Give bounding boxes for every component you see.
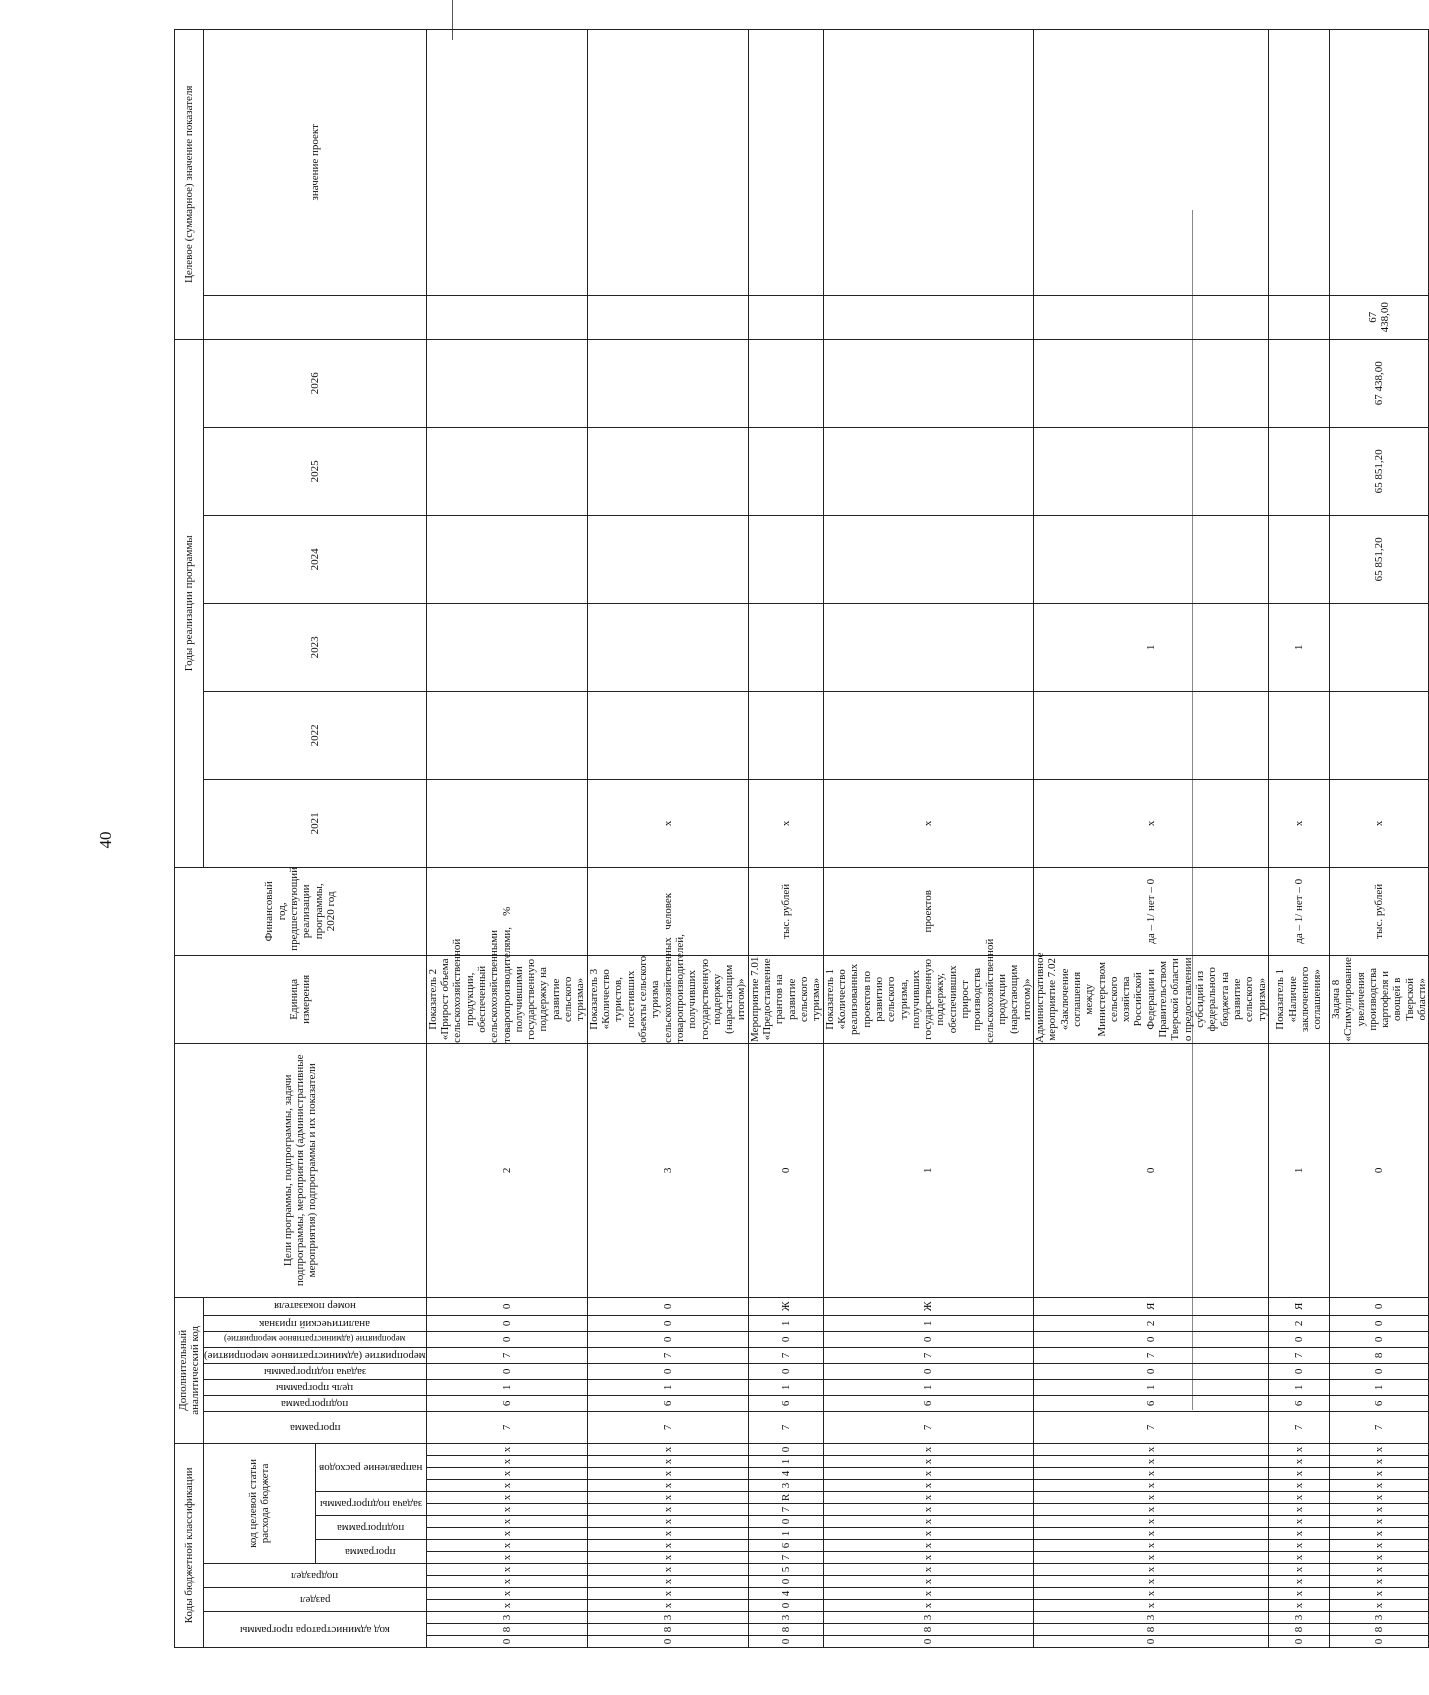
budget-code-digit: х bbox=[1268, 1564, 1329, 1576]
budget-code-digit: 1 bbox=[748, 1456, 823, 1468]
header-year-2023: 2023 bbox=[204, 603, 427, 691]
budget-code-digit: 0 bbox=[1033, 1636, 1268, 1648]
budget-code-digit: х bbox=[1033, 1540, 1268, 1552]
budget-code-digit: х bbox=[1329, 1492, 1429, 1504]
analytic-code-digit: 0 bbox=[1268, 1363, 1329, 1379]
budget-code-digit: х bbox=[1268, 1516, 1329, 1528]
header-unit: Единица измерения bbox=[175, 955, 427, 1043]
header-a-subprogram: подпрограмма bbox=[204, 1395, 427, 1411]
budget-code-digit: 6 bbox=[748, 1540, 823, 1552]
row-year-value: 65 851,20 bbox=[1329, 515, 1429, 603]
analytic-code-digit: 7 bbox=[426, 1411, 587, 1443]
budget-code-digit: х bbox=[823, 1443, 1033, 1455]
row-year-value bbox=[748, 295, 823, 339]
budget-code-digit: х bbox=[426, 1480, 587, 1492]
budget-code-digit: х bbox=[426, 1516, 587, 1528]
budget-code-digit: х bbox=[823, 1552, 1033, 1564]
analytic-code-digit: Ж bbox=[823, 1297, 1033, 1315]
header-year-2026: 2026 bbox=[204, 339, 427, 427]
analytic-code-digit: 1 bbox=[823, 1379, 1033, 1395]
analytic-code-digit: 1 bbox=[426, 1379, 587, 1395]
analytic-code-digit: 6 bbox=[1329, 1395, 1429, 1411]
budget-code-digit: х bbox=[823, 1528, 1033, 1540]
budget-code-digit: х bbox=[1329, 1468, 1429, 1480]
row-target-empty bbox=[1033, 29, 1268, 295]
analytic-code-digit: 0 bbox=[587, 1363, 748, 1379]
budget-code-digit: 3 bbox=[1329, 1612, 1429, 1624]
row-year-value bbox=[1329, 603, 1429, 691]
budget-code-digit: х bbox=[587, 1456, 748, 1468]
budget-code-digit: х bbox=[426, 1456, 587, 1468]
analytic-code-digit: 2 bbox=[1268, 1315, 1329, 1331]
row-fin-year: х bbox=[823, 779, 1033, 867]
header-target-sub: значение проект bbox=[204, 29, 427, 295]
analytic-code-digit: 1 bbox=[1268, 1043, 1329, 1297]
budget-program-table bbox=[174, 29, 1429, 1648]
budget-code-digit: 8 bbox=[1033, 1624, 1268, 1636]
budget-code-digit: х bbox=[1329, 1600, 1429, 1612]
budget-code-digit: х bbox=[426, 1576, 587, 1588]
analytic-code-digit: 6 bbox=[1033, 1395, 1268, 1411]
budget-code-digit: х bbox=[1033, 1480, 1268, 1492]
row-year-value: 1 bbox=[1268, 603, 1329, 691]
header-additional-code: Дополнительный аналитический код bbox=[175, 1297, 204, 1443]
header-years-group: Годы реализации программы bbox=[175, 339, 204, 867]
analytic-code-digit: 0 bbox=[748, 1331, 823, 1347]
analytic-code-digit: 7 bbox=[587, 1411, 748, 1443]
row-description: Административное мероприятие 7.02 «Заключение соглашения между Министерством сельского хозяйства Российской Федерации и Правительством Тверской области о предоставлении субсидий из федерального бюджета на развитие сельского туризма» bbox=[1033, 952, 1268, 1043]
row-fin-year bbox=[426, 779, 587, 867]
analytic-code-digit: 7 bbox=[426, 1347, 587, 1363]
row-year-value bbox=[748, 427, 823, 515]
budget-code-digit: 7 bbox=[748, 1504, 823, 1516]
budget-code-digit: х bbox=[1033, 1492, 1268, 1504]
budget-code-digit: 3 bbox=[748, 1480, 823, 1492]
row-target-empty bbox=[1329, 29, 1429, 295]
row-year-value bbox=[426, 603, 587, 691]
header-a-program-goal: цель программы bbox=[204, 1379, 427, 1395]
header-year-2021: 2021 bbox=[204, 779, 427, 867]
analytic-code-digit: 1 bbox=[587, 1379, 748, 1395]
analytic-code-digit: 0 bbox=[823, 1331, 1033, 1347]
row-year-value bbox=[587, 427, 748, 515]
budget-code-digit: R bbox=[748, 1492, 823, 1504]
budget-code-digit: х bbox=[1033, 1528, 1268, 1540]
row-unit: тыс. рублей bbox=[748, 867, 823, 955]
analytic-code-digit: 7 bbox=[1268, 1347, 1329, 1363]
row-fin-year: х bbox=[1033, 779, 1268, 867]
analytic-code-digit: 1 bbox=[748, 1379, 823, 1395]
budget-code-digit: х bbox=[587, 1492, 748, 1504]
analytic-code-digit: 7 bbox=[748, 1411, 823, 1443]
header-section: раздел bbox=[204, 1588, 427, 1612]
budget-code-digit: 1 bbox=[748, 1528, 823, 1540]
budget-code-digit: 3 bbox=[587, 1612, 748, 1624]
budget-code-digit: х bbox=[426, 1564, 587, 1576]
row-year-value bbox=[748, 691, 823, 779]
row-year-value bbox=[426, 691, 587, 779]
budget-code-digit: 0 bbox=[1329, 1636, 1429, 1648]
row-description: Задача 8 «Стимулирование увеличения производства картофеля и овощей в Тверской области» bbox=[1329, 957, 1429, 1042]
header-expense-direction: направление расходов bbox=[315, 1443, 426, 1491]
budget-code-digit: х bbox=[1329, 1443, 1429, 1455]
row-year-value bbox=[823, 691, 1033, 779]
row-year-value bbox=[1033, 427, 1268, 515]
header-subprogram: подпрограмма bbox=[315, 1516, 426, 1540]
budget-code-digit: х bbox=[823, 1492, 1033, 1504]
analytic-code-digit: 0 bbox=[587, 1315, 748, 1331]
budget-code-digit: х bbox=[1268, 1443, 1329, 1455]
row-year-value bbox=[1033, 339, 1268, 427]
analytic-code-digit: 1 bbox=[823, 1043, 1033, 1297]
budget-code-digit: х bbox=[1329, 1504, 1429, 1516]
budget-code-digit: х bbox=[587, 1528, 748, 1540]
row-year-value bbox=[587, 339, 748, 427]
budget-code-digit: х bbox=[1329, 1564, 1429, 1576]
row-unit: да – 1/ нет – 0 bbox=[1268, 867, 1329, 955]
row-target-empty bbox=[823, 29, 1033, 295]
row-unit: да – 1/ нет – 0 bbox=[1033, 867, 1268, 955]
analytic-code-digit: 3 bbox=[587, 1043, 748, 1297]
budget-code-digit: х bbox=[1268, 1468, 1329, 1480]
analytic-code-digit: 1 bbox=[823, 1315, 1033, 1331]
budget-code-digit: х bbox=[1329, 1516, 1429, 1528]
analytic-code-digit: 0 bbox=[1329, 1363, 1429, 1379]
header-target-empty bbox=[204, 295, 427, 339]
budget-code-digit: 3 bbox=[748, 1612, 823, 1624]
budget-code-digit: 4 bbox=[748, 1588, 823, 1600]
analytic-code-digit: 0 bbox=[1329, 1043, 1429, 1297]
budget-code-digit: 8 bbox=[1268, 1624, 1329, 1636]
budget-code-digit: х bbox=[426, 1552, 587, 1564]
row-fin-year: х bbox=[748, 779, 823, 867]
analytic-code-digit: 0 bbox=[748, 1363, 823, 1379]
budget-code-digit: 0 bbox=[748, 1600, 823, 1612]
budget-code-digit: 3 bbox=[1268, 1612, 1329, 1624]
analytic-code-digit: 1 bbox=[1268, 1379, 1329, 1395]
budget-code-digit: 0 bbox=[748, 1576, 823, 1588]
row-year-value: 65 851,20 bbox=[1329, 427, 1429, 515]
analytic-code-digit: 7 bbox=[823, 1411, 1033, 1443]
budget-code-digit: х bbox=[1329, 1456, 1429, 1468]
budget-code-digit: х bbox=[1033, 1600, 1268, 1612]
budget-code-digit: х bbox=[1268, 1588, 1329, 1600]
header-year-2024: 2024 bbox=[204, 515, 427, 603]
budget-code-digit: 3 bbox=[823, 1612, 1033, 1624]
budget-code-digit: х bbox=[587, 1576, 748, 1588]
budget-code-digit: х bbox=[823, 1468, 1033, 1480]
row-year-value bbox=[1268, 295, 1329, 339]
row-year-value bbox=[426, 295, 587, 339]
analytic-code-digit: 6 bbox=[587, 1395, 748, 1411]
header-budget-codes: Коды бюджетной классификации bbox=[175, 1443, 204, 1647]
row-year-value bbox=[1268, 427, 1329, 515]
budget-code-digit: х bbox=[1268, 1492, 1329, 1504]
budget-code-digit: 0 bbox=[587, 1636, 748, 1648]
budget-code-digit: х bbox=[1329, 1528, 1429, 1540]
budget-code-digit: х bbox=[587, 1468, 748, 1480]
budget-code-digit: 8 bbox=[1329, 1624, 1429, 1636]
header-a-program: программа bbox=[204, 1411, 427, 1443]
analytic-code-digit: 0 bbox=[587, 1297, 748, 1315]
budget-code-digit: х bbox=[587, 1516, 748, 1528]
analytic-code-digit: Я bbox=[1268, 1297, 1329, 1315]
table-row bbox=[587, 29, 748, 1647]
header-admin-code: код администратора программы bbox=[204, 1612, 427, 1648]
header-a-measure: мероприятие (административное мероприятие) bbox=[204, 1347, 427, 1363]
row-year-value bbox=[823, 427, 1033, 515]
page-number: 40 bbox=[96, 831, 115, 849]
analytic-code-digit: 7 bbox=[1329, 1411, 1429, 1443]
budget-code-digit: х bbox=[823, 1516, 1033, 1528]
table-row bbox=[426, 29, 587, 1647]
budget-code-digit: х bbox=[426, 1492, 587, 1504]
budget-code-digit: х bbox=[587, 1504, 748, 1516]
row-year-value bbox=[587, 515, 748, 603]
header-target-article: код целевой статьи расхода бюджета bbox=[204, 1443, 316, 1563]
budget-code-digit: 0 bbox=[426, 1636, 587, 1648]
budget-code-digit: 0 bbox=[748, 1636, 823, 1648]
table-row bbox=[1033, 29, 1268, 1647]
budget-code-digit: х bbox=[823, 1600, 1033, 1612]
analytic-code-digit: 7 bbox=[1268, 1411, 1329, 1443]
budget-code-digit: х bbox=[1329, 1588, 1429, 1600]
budget-code-digit: х bbox=[823, 1456, 1033, 1468]
budget-code-digit: 4 bbox=[748, 1468, 823, 1480]
budget-code-digit: х bbox=[587, 1588, 748, 1600]
budget-code-digit: х bbox=[823, 1480, 1033, 1492]
row-year-value bbox=[823, 603, 1033, 691]
budget-code-digit: х bbox=[823, 1564, 1033, 1576]
budget-code-digit: х bbox=[1033, 1588, 1268, 1600]
row-description: Мероприятие 7.01 «Предоставление грантов на развитие сельского туризма» bbox=[748, 956, 823, 1043]
row-description: Показатель 3 «Количество туристов, посетивших объекты сельского туризма сельскохозяйственных товаропроизводителей, получивших государственную поддержку (нарастающим итогом)» bbox=[587, 934, 748, 1043]
budget-code-digit: 8 bbox=[823, 1624, 1033, 1636]
table-row bbox=[823, 29, 1033, 1647]
budget-code-digit: х bbox=[823, 1588, 1033, 1600]
budget-code-digit: х bbox=[426, 1588, 587, 1600]
row-fin-year: х bbox=[1268, 779, 1329, 867]
budget-code-digit: х bbox=[587, 1540, 748, 1552]
header-goals: Цели программы, подпрограммы, задачи подпрограммы, мероприятия (административные мероприятия) подпрограммы и их показатели bbox=[175, 1043, 427, 1297]
budget-code-digit: 5 bbox=[748, 1564, 823, 1576]
row-year-value bbox=[1033, 295, 1268, 339]
row-target-empty bbox=[748, 29, 823, 295]
budget-code-digit: х bbox=[587, 1480, 748, 1492]
row-year-value bbox=[1329, 691, 1429, 779]
row-unit: тыс. рублей bbox=[1329, 867, 1429, 955]
analytic-code-digit: Я bbox=[1033, 1297, 1268, 1315]
analytic-code-digit: 0 bbox=[426, 1331, 587, 1347]
row-year-value: 67 438,00 bbox=[1329, 295, 1429, 339]
row-year-value bbox=[587, 603, 748, 691]
row-year-value bbox=[426, 339, 587, 427]
header-subsection: подраздел bbox=[204, 1564, 427, 1588]
row-year-value bbox=[1268, 691, 1329, 779]
table-row bbox=[1329, 29, 1429, 1647]
budget-code-digit: х bbox=[1033, 1552, 1268, 1564]
analytic-code-digit: 6 bbox=[823, 1395, 1033, 1411]
header-a-analytic-sign: аналитический признак bbox=[204, 1315, 427, 1331]
row-year-value bbox=[426, 427, 587, 515]
budget-code-digit: х bbox=[1329, 1540, 1429, 1552]
header-year-2022: 2022 bbox=[204, 691, 427, 779]
budget-code-digit: х bbox=[587, 1552, 748, 1564]
row-year-value bbox=[426, 515, 587, 603]
analytic-code-digit: Ж bbox=[748, 1297, 823, 1315]
analytic-code-digit: 7 bbox=[1033, 1411, 1268, 1443]
analytic-code-digit: 0 bbox=[1033, 1331, 1268, 1347]
budget-code-digit: х bbox=[426, 1540, 587, 1552]
budget-code-digit: х bbox=[823, 1504, 1033, 1516]
row-year-value bbox=[587, 691, 748, 779]
analytic-code-digit: 6 bbox=[426, 1395, 587, 1411]
budget-code-digit: х bbox=[1033, 1443, 1268, 1455]
row-year-value bbox=[823, 295, 1033, 339]
analytic-code-digit: 7 bbox=[823, 1347, 1033, 1363]
budget-code-digit: 0 bbox=[1268, 1636, 1329, 1648]
row-year-value bbox=[823, 515, 1033, 603]
budget-code-digit: 8 bbox=[748, 1624, 823, 1636]
budget-code-digit: х bbox=[587, 1564, 748, 1576]
header-year-2025: 2025 bbox=[204, 427, 427, 515]
header-a-indicator-number: номер показателя bbox=[204, 1297, 427, 1315]
row-fin-year: х bbox=[1329, 779, 1429, 867]
budget-code-digit: х bbox=[1033, 1456, 1268, 1468]
budget-code-digit: х bbox=[1268, 1576, 1329, 1588]
analytic-code-digit: 0 bbox=[823, 1363, 1033, 1379]
budget-code-digit: х bbox=[1268, 1540, 1329, 1552]
budget-code-digit: 0 bbox=[823, 1636, 1033, 1648]
analytic-code-digit: 6 bbox=[1268, 1395, 1329, 1411]
budget-code-digit: х bbox=[1268, 1504, 1329, 1516]
budget-code-digit: 3 bbox=[1033, 1612, 1268, 1624]
row-year-value: 1 bbox=[1033, 603, 1268, 691]
budget-code-digit: х bbox=[1033, 1516, 1268, 1528]
row-year-value bbox=[823, 339, 1033, 427]
analytic-code-digit: 0 bbox=[426, 1297, 587, 1315]
row-target-empty bbox=[1268, 29, 1329, 295]
row-year-value bbox=[748, 515, 823, 603]
analytic-code-digit: 8 bbox=[1329, 1347, 1429, 1363]
budget-code-digit: х bbox=[426, 1600, 587, 1612]
analytic-code-digit: 0 bbox=[748, 1043, 823, 1297]
row-year-value bbox=[748, 603, 823, 691]
row-target-empty bbox=[426, 29, 587, 295]
row-year-value: 67 438,00 bbox=[1329, 339, 1429, 427]
table-row bbox=[1268, 29, 1329, 1647]
row-description: Показатель 1 «Количество реализованных проектов по развитию сельского туризма, получивших государственную поддержку, обеспечивших прирост производства сельскохозяйственной продукции (нарастающим итогом)» bbox=[823, 938, 1033, 1043]
budget-code-digit: х bbox=[1033, 1576, 1268, 1588]
budget-code-digit: 8 bbox=[587, 1624, 748, 1636]
budget-code-digit: 0 bbox=[748, 1443, 823, 1455]
budget-code-digit: х bbox=[587, 1443, 748, 1455]
analytic-code-digit: 1 bbox=[1329, 1379, 1429, 1395]
budget-code-digit: х bbox=[426, 1468, 587, 1480]
analytic-code-digit: 0 bbox=[1268, 1331, 1329, 1347]
budget-code-digit: х bbox=[1329, 1480, 1429, 1492]
analytic-code-digit: 1 bbox=[748, 1315, 823, 1331]
budget-code-digit: х bbox=[1268, 1456, 1329, 1468]
budget-code-digit: х bbox=[1268, 1480, 1329, 1492]
analytic-code-digit: 0 bbox=[1033, 1043, 1268, 1297]
header-a-measure-number: мероприятие (административное мероприятие) bbox=[204, 1331, 427, 1347]
budget-code-digit: х bbox=[1329, 1552, 1429, 1564]
table-row bbox=[748, 29, 823, 1647]
analytic-code-digit: 7 bbox=[748, 1347, 823, 1363]
budget-code-digit: 3 bbox=[426, 1612, 587, 1624]
header-target-value: Целевое (суммарное) значение показателя bbox=[175, 29, 204, 339]
budget-code-digit: х bbox=[1268, 1600, 1329, 1612]
analytic-code-digit: 1 bbox=[1033, 1379, 1268, 1395]
row-fin-year: х bbox=[587, 779, 748, 867]
budget-code-digit: х bbox=[1268, 1552, 1329, 1564]
budget-code-digit: х bbox=[426, 1443, 587, 1455]
row-year-value bbox=[587, 295, 748, 339]
row-year-value bbox=[1268, 515, 1329, 603]
analytic-code-digit: 0 bbox=[587, 1331, 748, 1347]
rotated-sheet bbox=[174, 46, 1429, 1648]
budget-code-digit: 8 bbox=[426, 1624, 587, 1636]
analytic-code-digit: 7 bbox=[587, 1347, 748, 1363]
row-description: Показатель 1 «Наличие заключенного соглашения» bbox=[1268, 955, 1329, 1043]
budget-code-digit: х bbox=[823, 1576, 1033, 1588]
row-target-empty bbox=[587, 29, 748, 295]
row-unit: % bbox=[426, 867, 587, 955]
header-subprogram-task: задача подпрограммы bbox=[315, 1492, 426, 1516]
budget-code-digit: х bbox=[823, 1540, 1033, 1552]
row-description: Показатель 2 «Прирост объема сельскохозяйственной продукции, обеспеченный сельскохозяйственными товаропроизводителями, получившими государственную поддержку на развитие сельского туризма» bbox=[426, 926, 587, 1043]
analytic-code-digit: 6 bbox=[748, 1395, 823, 1411]
row-year-value bbox=[1033, 691, 1268, 779]
budget-code-digit: х bbox=[1329, 1576, 1429, 1588]
header-fin-year: Финансовый год, предшествующий реализации программы, 2020 год bbox=[175, 867, 427, 955]
budget-code-digit: х bbox=[426, 1504, 587, 1516]
row-year-value bbox=[1268, 339, 1329, 427]
analytic-code-digit: 0 bbox=[426, 1315, 587, 1331]
budget-code-digit: х bbox=[1033, 1504, 1268, 1516]
budget-code-digit: х bbox=[1033, 1468, 1268, 1480]
analytic-code-digit: 7 bbox=[1033, 1347, 1268, 1363]
analytic-code-digit: 0 bbox=[1033, 1363, 1268, 1379]
header-program: программа bbox=[315, 1540, 426, 1564]
budget-code-digit: х bbox=[1268, 1528, 1329, 1540]
row-year-value bbox=[748, 339, 823, 427]
row-unit: человек bbox=[587, 867, 748, 955]
row-unit: проектов bbox=[823, 867, 1033, 955]
budget-code-digit: х bbox=[426, 1528, 587, 1540]
analytic-code-digit: 2 bbox=[1033, 1315, 1268, 1331]
analytic-code-digit: 2 bbox=[426, 1043, 587, 1297]
budget-code-digit: х bbox=[1033, 1564, 1268, 1576]
analytic-code-digit: 0 bbox=[1329, 1331, 1429, 1347]
budget-code-digit: 7 bbox=[748, 1552, 823, 1564]
row-year-value bbox=[1033, 515, 1268, 603]
budget-code-digit: х bbox=[587, 1600, 748, 1612]
budget-code-digit: 0 bbox=[748, 1516, 823, 1528]
analytic-code-digit: 0 bbox=[1329, 1315, 1429, 1331]
header-a-subprogram-task: задача подпрограммы bbox=[204, 1363, 427, 1379]
analytic-code-digit: 0 bbox=[426, 1363, 587, 1379]
analytic-code-digit: 0 bbox=[1329, 1297, 1429, 1315]
